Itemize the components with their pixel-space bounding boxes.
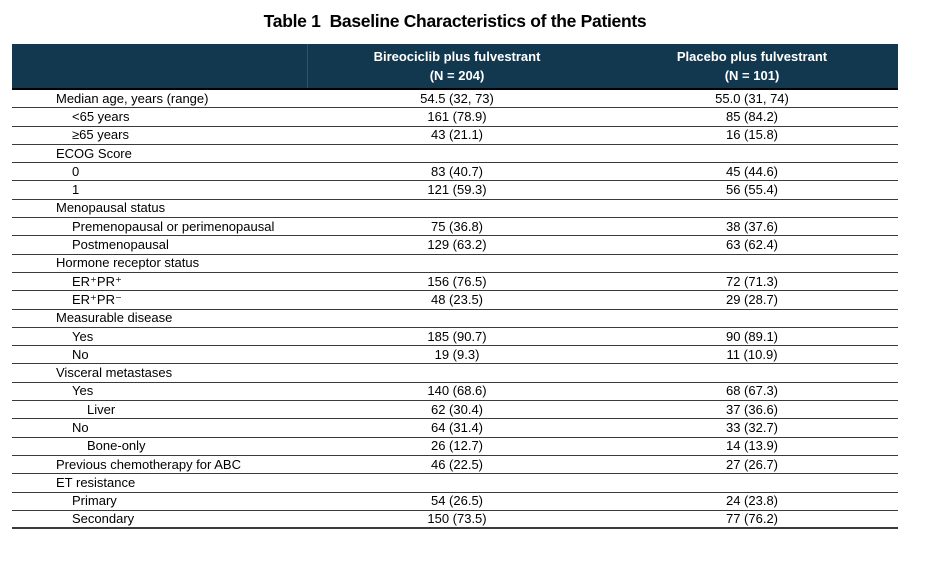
row-value: 24 (23.8) [725,493,779,509]
row-label: ER⁺PR⁺ [72,273,122,289]
row-value: 161 (78.9) [427,108,487,124]
table-row [12,273,898,291]
row-label: Visceral metastases [56,365,173,381]
row-value: 26 (12.7) [430,438,484,454]
row-label: Secondary [72,510,135,526]
row-value: 14 (13.9) [725,438,779,454]
table-title-text: Baseline Characteristics of the Patients [329,11,647,31]
header-cell-empty [12,44,308,88]
row-label: Liver [87,401,116,417]
header-group-n: (N = 101) [724,68,780,83]
table-row [12,456,898,474]
row-value: 54.5 (32, 73) [420,90,494,106]
table-row [12,401,898,419]
header-group-n: (N = 204) [429,68,485,83]
row-value: 37 (36.6) [725,401,779,417]
row-label: Hormone receptor status [56,255,200,271]
table-row [12,145,898,163]
row-value: 62 (30.4) [430,401,484,417]
row-label: ECOG Score [56,145,132,161]
row-value: 90 (89.1) [725,328,779,344]
table-row [12,511,898,529]
row-label: <65 years [72,108,130,124]
row-value: 68 (67.3) [725,383,779,399]
row-value: 140 (68.6) [427,383,487,399]
row-label: Median age, years (range) [56,90,209,106]
table-number-label: Table 1 [263,11,321,31]
row-label: 0 [72,163,80,179]
row-value: 48 (23.5) [430,291,484,307]
row-label: Postmenopausal [72,237,169,253]
row-value: 150 (73.5) [427,510,487,526]
row-value: 43 (21.1) [430,127,484,143]
table-row [12,163,898,181]
table-row [12,90,898,108]
table-row [12,328,898,346]
table-row [12,438,898,456]
table-row [12,310,898,328]
row-value: 64 (31.4) [430,419,484,435]
row-value: 46 (22.5) [430,456,484,472]
row-value: 56 (55.4) [725,182,779,198]
row-label: ET resistance [56,474,136,490]
row-label: Yes [72,383,94,399]
table-row [12,383,898,401]
row-value: 55.0 (31, 74) [715,90,789,106]
row-label: Yes [72,328,94,344]
row-value: 33 (32.7) [725,419,779,435]
row-label: No [72,419,89,435]
row-value: 54 (26.5) [430,493,484,509]
table-row [12,236,898,254]
row-label: ≥65 years [72,127,129,143]
row-label: 1 [72,182,80,198]
row-label: No [72,346,89,362]
row-value: 185 (90.7) [427,328,487,344]
row-label: Primary [72,493,117,509]
page-title [12,11,898,32]
header-cell-bireociclib [308,44,606,88]
table-row [12,181,898,199]
row-label: Premenopausal or perimenopausal [72,218,275,234]
table-row [12,493,898,511]
header-cell-placebo [606,44,898,88]
row-label: Previous chemotherapy for ABC [56,456,241,472]
row-value: 75 (36.8) [430,218,484,234]
table-row [12,364,898,382]
row-label: Menopausal status [56,200,166,216]
row-value: 38 (37.6) [725,218,779,234]
table-row [12,127,898,145]
row-value: 45 (44.6) [725,163,779,179]
table-row [12,200,898,218]
table-row [12,419,898,437]
row-label: Measurable disease [56,310,173,326]
row-value: 72 (71.3) [725,273,779,289]
table-row [12,291,898,309]
table-body [12,90,898,529]
table-header [12,44,898,90]
row-value: 77 (76.2) [725,510,779,526]
table-row [12,346,898,364]
row-value: 27 (26.7) [725,456,779,472]
row-value: 29 (28.7) [725,291,779,307]
row-value: 83 (40.7) [430,163,484,179]
row-value: 63 (62.4) [725,237,779,253]
row-value: 129 (63.2) [427,237,487,253]
row-value: 121 (59.3) [427,182,487,198]
row-label: Bone-only [87,438,146,454]
row-value: 19 (9.3) [434,346,480,362]
table-row [12,474,898,492]
table-row [12,218,898,236]
header-group-name: Bireociclib plus fulvestrant [373,49,541,64]
table-row [12,255,898,273]
row-value: 16 (15.8) [725,127,779,143]
baseline-characteristics-table [12,44,898,529]
row-value: 11 (10.9) [726,346,778,362]
row-label: ER⁺PR⁻ [72,291,122,307]
table-row [12,108,898,126]
header-group-name: Placebo plus fulvestrant [676,49,828,64]
row-value: 85 (84.2) [725,108,779,124]
row-value: 156 (76.5) [427,273,487,289]
